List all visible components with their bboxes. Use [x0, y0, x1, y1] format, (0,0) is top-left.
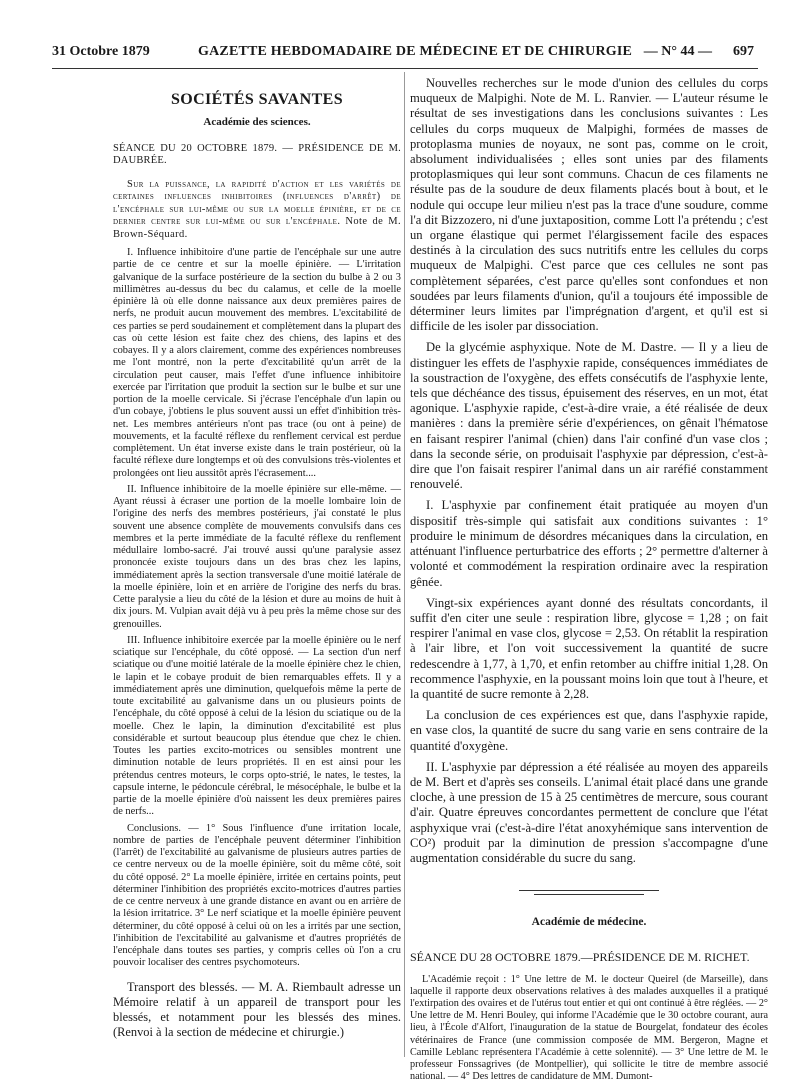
right-column	[410, 76, 768, 1083]
paragraph-correspondance: L'Académie reçoit : 1° Une lettre de M. le docteur Queirel (de Marseille), dans laquelle il rapporte deux observations relatives à des malades auxquelles il a pratiqué l'extirpation des ovaires et de l'utérus tout entier et qui ont continué à être réglées. — 2° Une lettre de M. Henri Bouley, qui informe l'Académie que le 30 octobre courant, aura lieu, à l'École d'Alfort, l'inauguration de la statue de Bourgelat, fondateur des écoles vétérinaires de France (une commission composée de MM. Bergeron, Magne et Camille Leblanc représentera l'Académie à cette solennité). — 3° Une lettre de M. le professeur Fonssagrives (de Montpellier), qui sollicite le titre de membre associé national. — 4° Des lettres de candidature de MM. Dumont-	[410, 973, 768, 1083]
paragraph-dastre: De la glycémie asphyxique. Note de M. Dastre. — Il y a lieu de distinguer les effets de l'asphyxie rapide, conséquences immédiates de la soustraction de l'oxygène, des effets consécutifs de l'asphyxie lente, tels que déchéance des tissus, épuisement des réserves, en un mot, état agonique. L'asphyxie rapide, c'est-à-dire vraie, a été réalisée de deux manières : dans la première série d'expériences, on gênait l'hématose en faisant respirer l'animal (chien) dans l'air confiné d'un vase clos ; dans la seconde série, on produisait l'asphyxie par dépression, c'est-à-dire que l'on faisait respirer l'animal dans un air raréfié constamment renouvelé.	[410, 340, 768, 492]
section-title: SOCIÉTÉS SAVANTES	[170, 91, 344, 108]
article-author: Note de M. Brown-Séquard.	[113, 216, 401, 240]
paragraph-influence-2: II. Influence inhibitoire de la moelle épinière sur elle-même. — Ayant réussi à écraser une portion de la moelle lombaire loin de l'origine des nerfs des membres postérieurs, j'ai constaté le plus souvent une absence complète de mouvements convulsifs dans ces membres et la perte immédiate de la faculté réflexe du renflement médullaire lombo-sacré. J'ai trouvé aussi qu'une paralysie assez prononcée existe toujours dans un des bras chez les lapins, immédiatement après la section transversale d'une moitié latérale de la moelle épinière, loin et en arrière de l'origine des nerfs du bras. Cette paralysie a lieu du côté de la lésion et dure au moins de huit à dix jours. M. Vulpian avait déjà vu à peu près la même chose sur des grenouilles.	[113, 483, 401, 630]
paragraph-influence-3: III. Influence inhibitoire exercée par la moelle épinière ou le nerf sciatique sur l'encéphale, du côté opposé. — La section d'un nerf sciatique ou d'une moitié latérale de la moelle épinière chez le chien, le lapin et le cobaye produit de bien remarquables effets. Il y a immédiatement après une diminution, quelquefois même la perte de toute excitabilité au galvanisme dans un ou plusieurs points de l'encéphale, du côté opposé à celui de la lésion du sciatique ou de la moelle. Chez le lapin, la diminution d'excitabilité est plus considérable et surtout beaucoup plus étendue que chez le chien. Toutes les parties excito-motrices ou sensibles montrent une diminution notable de leurs propriétés. Il en est ainsi pour les prétendus centres moteurs, le corps opto-strié, le nates, le testes, la capsule interne, le pédoncule cérébral, le mésocéphale, le bulbe et la partie de la moelle épinière d'où naissent les deux premières paires de nerfs...	[113, 634, 401, 818]
paragraph-conclusion: La conclusion de ces expériences est que, dans l'asphyxie rapide, en vase clos, la quantité de sucre du sang varie en sens contraire de la quantité d'oxygène.	[410, 708, 768, 753]
issue-number: — N° 44 —	[643, 44, 712, 59]
paragraph-influence-1: I. Influence inhibitoire d'une partie de l'encéphale sur une autre partie de ce centre et sur la moelle épinière. — L'irritation galvanique de la surface postérieure de la section du bulbe à 2 ou 3 millimètres au-dessus du bec du calamus, et celle de la moelle épinière là où elle donne naissance aux deux premières paires de nerfs, ne produit aucun mouvement des membres. L'excitabilité de ces parties se perd soudainement et complètement dans la plupart des cas où cette lésion est faite chez des chiens, des lapins et des cobayes. Il y a alors clairement, comme des expériences nombreuses me l'ont montré, non la perte d'excitabilité qu'un arrêt de la circulation peut causer, mais l'effet d'une influence inhibitoire exercée par l'irritation que produit la section sur le bulbe et sur une portion de la moelle cervicale. Si j'écrase l'encéphale d'un lapin ou d'un cobaye, j'obtiens le plus souvent aussi un effet d'inhibition très-net. Les membres antérieurs n'ont pas trace (ou ont à peine) de mouvements, et la faculté réflexe du renflement cervical est perdue complètement. Un état inverse existe dans le train postérieur, où la faculté réflexe dure longtemps et où des convulsions très-violentes et prolongées ont lieu aussitôt après l'écrasement....	[113, 247, 401, 479]
paragraph-ranvier: Nouvelles recherches sur le mode d'union des cellules du corps muqueux de Malpighi. Note de M. L. Ranvier. — L'auteur résume le résultat de ses investigations dans les conclusions suivantes : Les cellules du corps muqueux de Malpighi, formées de masses de protoplasma munies de noyaux, ne sont pas, comme on le croit, absolument individualisées ; elles sont unies par des filaments protoplasmiques qui leur sont communs. Chacun de ces filaments ne résulte pas de la soudure de deux filaments placés bout à bout, et le nodule qui occupe leur milieu n'est pas la trace d'une soudure, comme l'a dit Bizzozero, ni d'une juxtaposition, comme Lott l'a prétendu ; c'est un organe élastique qui permet l'élargissement facile des espaces destinés à la circulation des sucs nutritifs entre les cellules du corps muqueux de Malpighi. C'est parce que ces cellules ne sont pas complètement séparées, c'est parce qu'elles sont confondues et non soudées par leurs filaments d'union, qu'il a toujours été impossible de déterminer leurs limites par l'imprégnation d'argent, et qu'il est si difficile de les isoler par dissociation.	[410, 76, 768, 334]
paragraph-conclusions: Conclusions. — 1° Sous l'influence d'une irritation locale, nombre de parties de l'encéphale peuvent déterminer l'inhibition (l'arrêt) de l'excitabilité au galvanisme de plusieurs autres parties de ce centre nerveux ou de la moelle épinière, soit du même côté, soit du côté opposé. 2° La moelle épinière, irritée en certains points, peut déterminer l'inhibition des propriétés excito-motrices d'autres parties de ce centre nerveux à une grande distance en avant ou en arrière de la lésion irritatrice. 3° Le nerf sciatique et la moelle épinière peuvent déterminer, du côté opposé à celui où on les a irrités par une section, l'inhibition de l'excitabilité au galvanisme et d'autres propriétés de l'encéphale dans toutes ses parties, y compris celles où l'on a cru pouvoir localiser des centres psychomoteurs.	[113, 822, 401, 969]
page-header	[52, 44, 754, 64]
paragraph-transport: Transport des blessés. — M. A. Riembault adresse un Mémoire relatif à un appareil de transport pour les blessés, et notamment pour les blessés des mines. (Renvoi à la section de médecine et chirurgie.)	[113, 979, 401, 1039]
seance-heading: SÉANCE DU 20 OCTOBRE 1879. — PRÉSIDENCE DE M. DAUBRÉE.	[113, 142, 401, 166]
header-rule	[52, 68, 758, 69]
section-rule-thin	[534, 894, 644, 895]
journal-title: GAZETTE HEBDOMADAIRE DE MÉDECINE ET DE CHIRURGIE	[198, 44, 633, 59]
subsection-title: Académie des sciences.	[203, 116, 311, 129]
paragraph-asphyxie-depression: II. L'asphyxie par dépression a été réalisée au moyen des appareils de M. Bert et d'après ses conseils. L'animal était placé dans une grande cloche, à une pression de 15 à 25 centimètres de mercure, sous courant d'air. Quatre épreuves concordantes permettent de conclure que l'état asphyxique vrai (c'est-à-dire l'état anoxyhémique sans intervention de CO²) produit par la diminution de pression s'accompagne d'une augmentation considérable du sucre du sang.	[410, 759, 768, 865]
section-rule	[519, 890, 659, 891]
paragraph-asphyxie-confinement: I. L'asphyxie par confinement était pratiquée au moyen d'un dispositif très-simple qui satisfait aux conditions suivantes : 1° produire le minimum de désordres mécaniques dans la circulation, en atténuant l'influence perturbatrice des efforts ; 2° permettre d'alterner à volonté et commodément la respiration ordinaire avec la respiration gênée.	[410, 498, 768, 589]
article-title	[113, 179, 401, 241]
seance-heading-medecine: SÉANCE DU 28 OCTOBRE 1879.—PRÉSIDENCE DE M. RICHET.	[410, 950, 750, 965]
article-title-text: Sur la puissance, la rapidité d'action et les variétés de certaines influences inhibitoires (influences d'arrêt) de l'encéphale sur lui-même ou sur la moelle épinière, et de ce dernier centre sur lui-même ou sur l'encéphale.	[113, 179, 401, 228]
column-divider	[404, 72, 405, 1057]
paragraph-vingt-six: Vingt-six expériences ayant donné des résultats concordants, il suffit d'en citer une seule : respiration libre, glycose = 1,28 ; on fait respirer l'animal en vase clos, glycose = 2,53. On rétablit la respiration à l'air libre, et l'on voit successivement la quantité de sucre redescendre à 1,77, à 1,70, et enfin retomber au chiffre initial 1,28. On recommence l'asphyxie, en la poussant moins loin que tout à l'heure, et la quantité de sucre remonte à 2,28.	[410, 595, 768, 701]
left-column	[113, 76, 401, 1040]
academie-medecine-heading: Académie de médecine.	[531, 916, 647, 929]
header-date: 31 Octobre 1879	[52, 44, 150, 59]
page-number: 697	[733, 44, 754, 59]
header-issue-page	[644, 44, 754, 60]
